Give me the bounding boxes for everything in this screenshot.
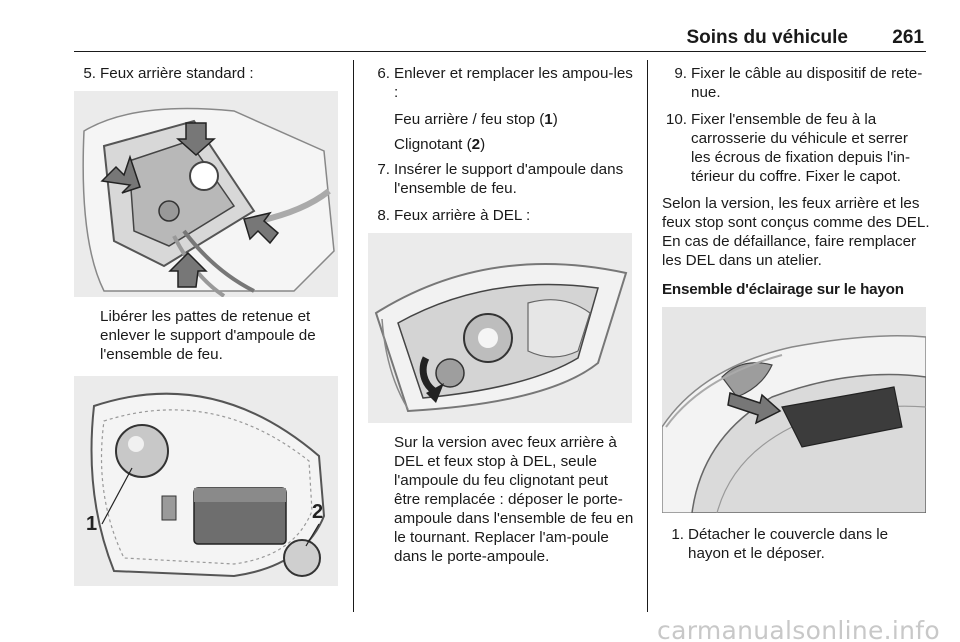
- figure-label-2: 2: [312, 501, 324, 523]
- figure-led-taillight: [368, 233, 632, 423]
- sub-text-end: ): [480, 136, 486, 153]
- step-text: Détacher le couvercle dans le hayon et le déposer.: [688, 526, 889, 562]
- step-text: Insérer le support d'ampoule dans l'ensemble de feu.: [394, 161, 624, 197]
- figure-bulb-holder: [74, 376, 338, 586]
- step-text: Fixer l'ensemble de feu à la carrosserie du véhicule et serrer les écrous de fixation depuis l'in-térieur du coffre. Fixer le capot.: [691, 111, 911, 185]
- step-number: 6.: [377, 65, 390, 82]
- step-number: 9.: [674, 65, 687, 82]
- step-number: 8.: [377, 207, 390, 224]
- caption-led-version: Sur la version avec feux arrière à DEL et feux stop à DEL, seule l'ampoule du feu clignotant peut être remplacée : déposer le porte-ampoule dans l'ensemble de feu en le tournant. Replacer l'am-poule dans le porte-ampoule.: [394, 434, 634, 565]
- step-text: Enlever et remplacer les ampou-les :: [394, 65, 633, 101]
- sub-taillight-stop: [368, 110, 636, 129]
- step-number: 7.: [377, 161, 390, 178]
- led-note-paragraph: Selon la version, les feux arrière et les feux stop sont conçus comme des DEL. En cas de défaillance, faire remplacer les DEL dans un atelier.: [662, 195, 930, 269]
- step-8: [368, 206, 636, 225]
- figure-taillight-holder: [74, 91, 338, 297]
- sub-text-end: ): [552, 111, 558, 128]
- section-title: Soins du véhicule: [686, 27, 848, 48]
- sub-ref-1: 1: [544, 111, 553, 128]
- column-divider-1: [353, 60, 354, 612]
- sub-turn-signal: [368, 135, 636, 154]
- step-number: 1.: [671, 526, 684, 543]
- column-2: [368, 64, 636, 572]
- step-text: Feux arrière à DEL :: [394, 207, 531, 224]
- step-text: Fixer le câble au dispositif de rete-nue.: [691, 65, 923, 101]
- tailgate-cover-illustration: [662, 307, 926, 513]
- sub-text: Clignotant (: [394, 136, 472, 153]
- step-number: 10.: [665, 111, 687, 128]
- step-1-tailgate: [662, 525, 930, 563]
- step-9: [662, 64, 930, 102]
- step-text: Feux arrière standard :: [100, 65, 254, 82]
- column-divider-2: [647, 60, 648, 612]
- section-heading-tailgate: Ensemble d'éclairage sur le hayon: [662, 281, 904, 298]
- taillight-holder-illustration: [74, 91, 338, 297]
- figure-tailgate-cover: [662, 307, 926, 513]
- sub-ref-2: 2: [471, 136, 481, 153]
- caption-release-tabs: Libérer les pattes de retenue et enlever le support d'ampoule de l'ensemble de feu.: [100, 308, 316, 363]
- step-10: [662, 110, 930, 186]
- step-7: [368, 160, 636, 198]
- column-1: [74, 64, 342, 596]
- page-number: 261: [892, 27, 924, 48]
- sub-text: Feu arrière / feu stop (: [394, 111, 545, 128]
- step-number: 5.: [83, 65, 96, 82]
- bulb-holder-illustration: [74, 376, 338, 586]
- step-6: [368, 64, 636, 102]
- watermark: carmanualsonline.info: [657, 616, 940, 642]
- column-3: [662, 64, 930, 571]
- figure-label-1: 1: [86, 513, 98, 535]
- page-header: [74, 28, 926, 52]
- led-taillight-illustration: [368, 233, 632, 423]
- step-5: [74, 64, 342, 83]
